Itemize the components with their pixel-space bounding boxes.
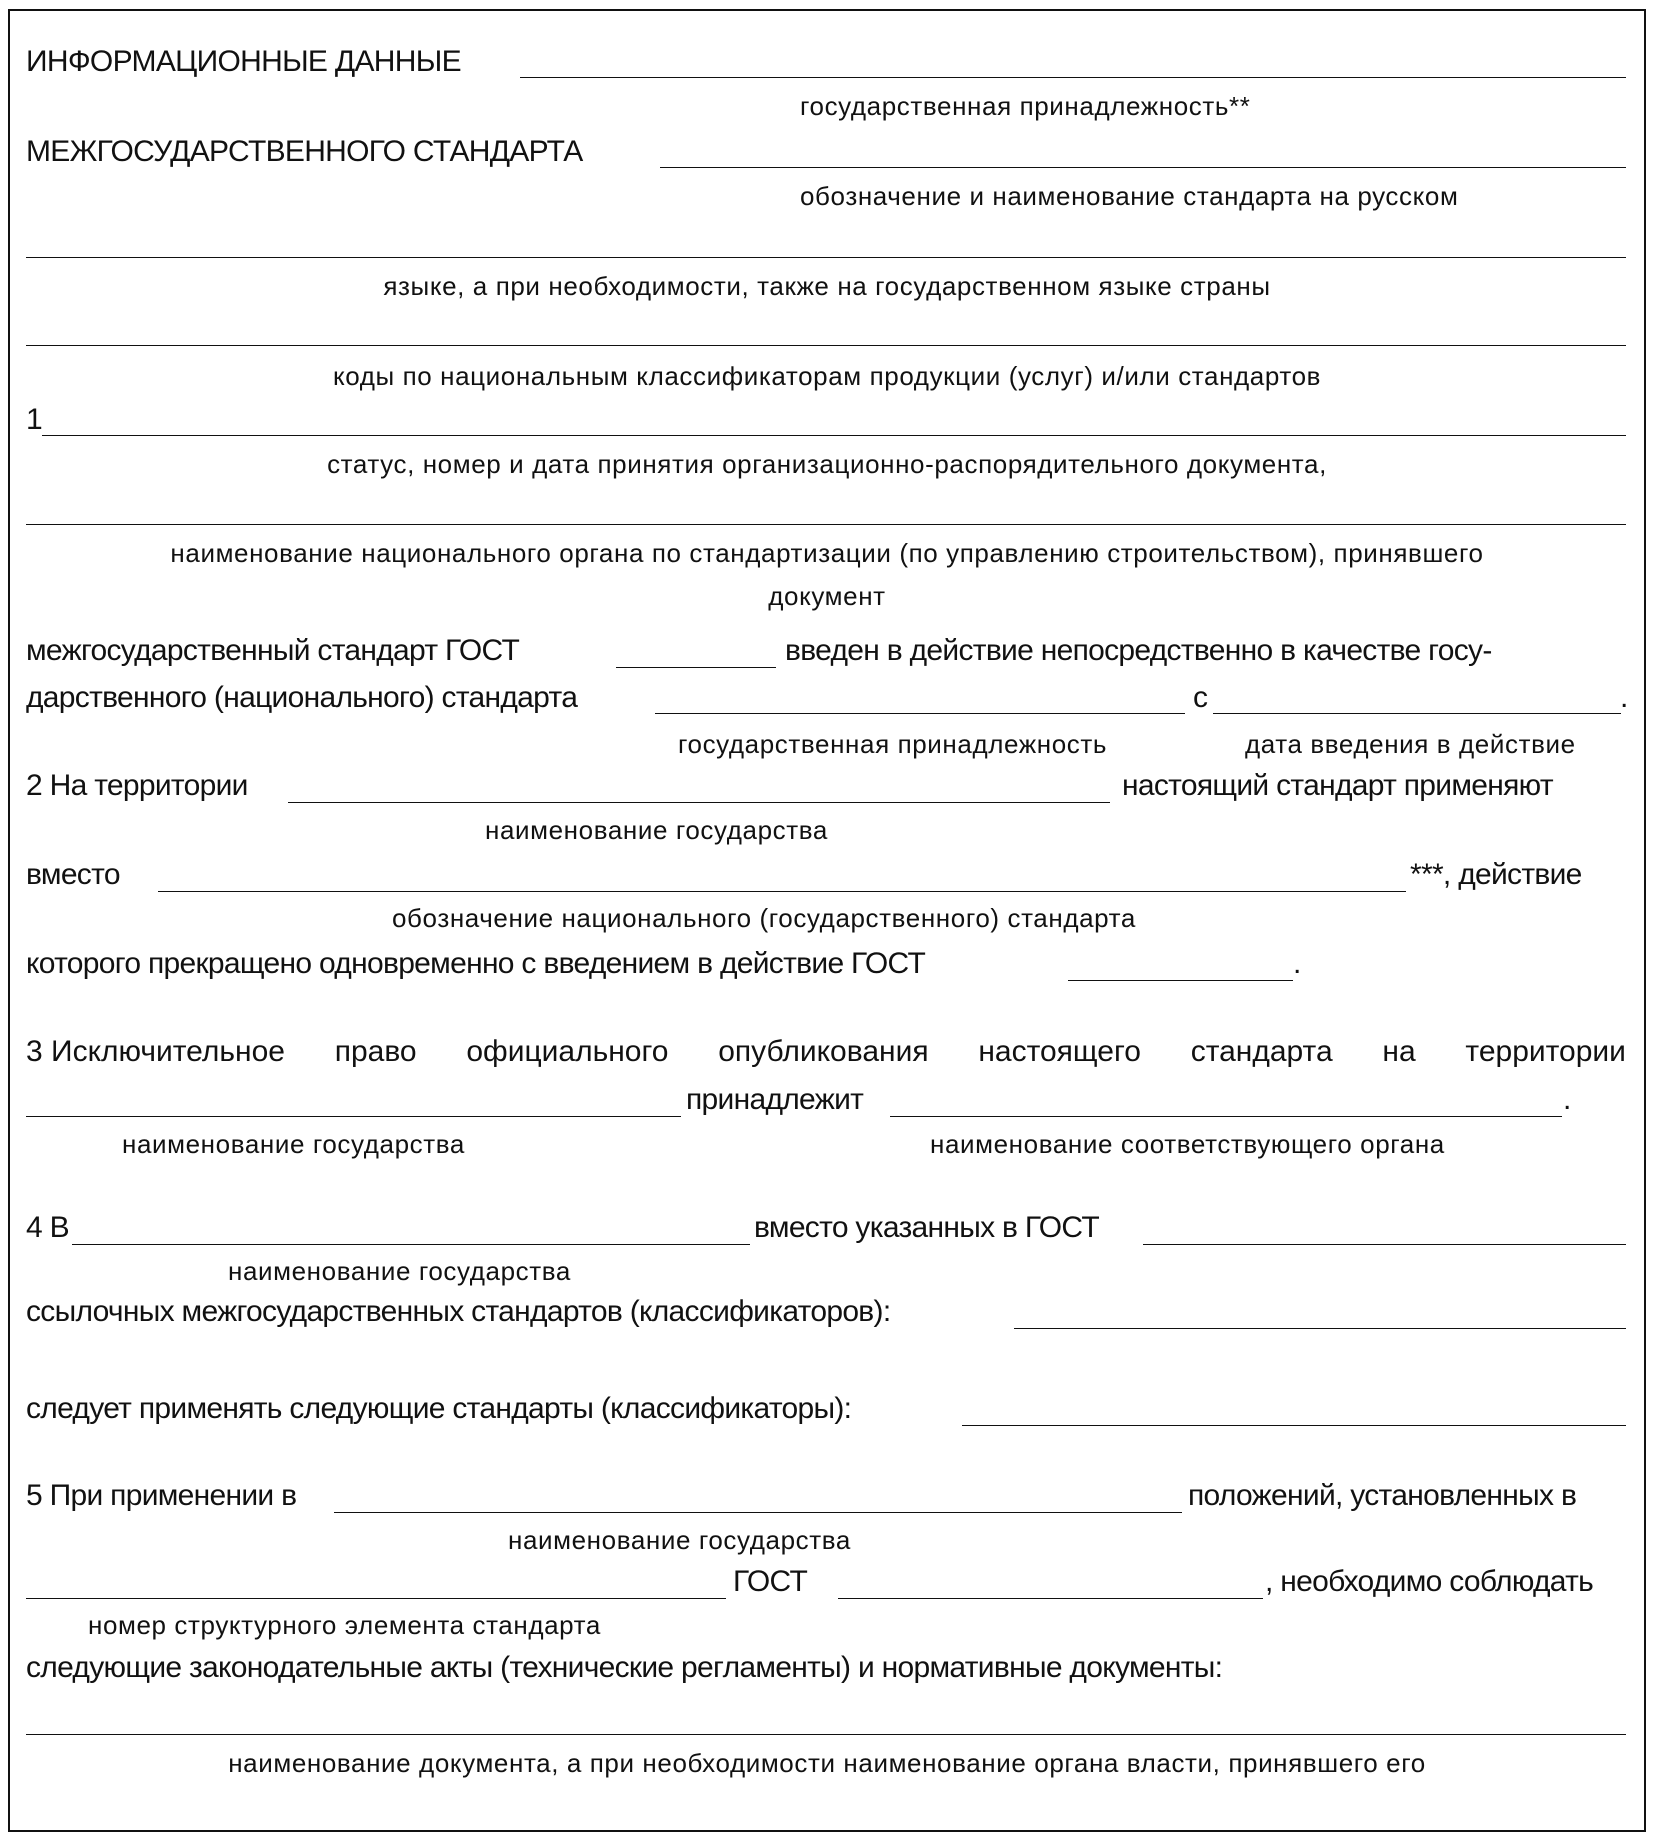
item-1-text-c: дарственного (национального) стандарта bbox=[26, 681, 578, 714]
item-4-in: 4 В bbox=[26, 1211, 69, 1244]
form-frame bbox=[8, 9, 1646, 1832]
document-status-caption: статус, номер и дата принятия организационно-распорядительного документа, bbox=[327, 449, 1327, 479]
state-affiliation-field[interactable] bbox=[520, 77, 1626, 78]
item-3-word: право bbox=[334, 1035, 417, 1068]
item-5-state-field[interactable] bbox=[334, 1512, 1182, 1513]
language-caption: языке, а при необходимости, также на государственном языке страны bbox=[383, 271, 1271, 301]
applied-standards-field[interactable] bbox=[962, 1425, 1626, 1426]
form-title-line2: МЕЖГОСУДАРСТВЕННОГО СТАНДАРТА bbox=[26, 135, 583, 168]
item-3-word: территории bbox=[1465, 1035, 1626, 1068]
standardization-body-caption: наименование национального органа по стандартизации (по управлению строительством), принявшего bbox=[170, 538, 1484, 568]
item-4-gost-field[interactable] bbox=[1143, 1244, 1626, 1245]
item-4-apply: следует применять следующие стандарты (классификаторы): bbox=[26, 1392, 852, 1425]
item-1-state-caption: государственная принадлежность bbox=[678, 729, 1108, 759]
effective-date-caption: дата введения в действие bbox=[1245, 729, 1576, 759]
document-status-field[interactable] bbox=[42, 435, 1626, 436]
item-3-word: на bbox=[1382, 1035, 1416, 1068]
item-4-state-field[interactable] bbox=[72, 1244, 750, 1245]
item-5-text-a: 5 При применении в bbox=[26, 1479, 297, 1512]
item-2-instead: вместо bbox=[26, 858, 120, 891]
standardization-body-field[interactable] bbox=[26, 524, 1626, 525]
item-5-gost: ГОСТ bbox=[733, 1565, 808, 1598]
item-2-text-c: которого прекращено одновременно с введением в действие ГОСТ bbox=[26, 947, 926, 980]
item-3-word: 3 Исключительное bbox=[26, 1035, 285, 1068]
item-3-word: опубликования bbox=[718, 1035, 929, 1068]
item-5-gost-field[interactable] bbox=[838, 1598, 1263, 1599]
item-2-text-a: 2 На территории bbox=[26, 769, 248, 802]
item-1-from: с bbox=[1193, 681, 1208, 714]
item-3-body-caption: наименование соответствующего органа bbox=[930, 1129, 1445, 1159]
classifier-codes-field[interactable] bbox=[26, 345, 1626, 346]
item-2-dot: . bbox=[1293, 947, 1301, 980]
structural-element-field[interactable] bbox=[26, 1598, 726, 1599]
codes-caption: коды по национальным классификаторам продукции (услуг) и/или стандартов bbox=[332, 361, 1322, 391]
referenced-standards-field[interactable] bbox=[1014, 1328, 1626, 1329]
item-5-state-caption: наименование государства bbox=[508, 1525, 851, 1555]
document-caption: наименование документа, а при необходимости наименование органа власти, принявшего его bbox=[228, 1748, 1426, 1778]
structural-element-caption: номер структурного элемента стандарта bbox=[88, 1610, 601, 1640]
item-3-dot: . bbox=[1563, 1083, 1571, 1116]
regulations-field[interactable] bbox=[26, 1734, 1626, 1735]
item-5-observe: , необходимо соблюдать bbox=[1265, 1565, 1594, 1598]
item-2-text-b: настоящий стандарт применяют bbox=[1122, 769, 1553, 802]
item-2-action: ***, действие bbox=[1410, 858, 1582, 891]
item-3-state-caption: наименование государства bbox=[122, 1129, 465, 1159]
publishing-body-field[interactable] bbox=[890, 1116, 1562, 1117]
form-title-line1: ИНФОРМАЦИОННЫЕ ДАННЫЕ bbox=[26, 45, 461, 78]
item-1-text-b: введен в действие непосредственно в качестве госу- bbox=[785, 634, 1492, 667]
item-5-acts: следующие законодательные акты (технические регламенты) и нормативные документы: bbox=[26, 1651, 1223, 1684]
item-4-instead: вместо указанных в ГОСТ bbox=[754, 1211, 1099, 1244]
replaced-standard-field[interactable] bbox=[158, 891, 1406, 892]
effective-date-field[interactable] bbox=[1213, 713, 1621, 714]
gost-number-field[interactable] bbox=[616, 667, 776, 668]
item-3-word: стандарта bbox=[1190, 1035, 1333, 1068]
item-3-word: настоящего bbox=[978, 1035, 1141, 1068]
publication-state-field[interactable] bbox=[26, 1116, 681, 1117]
item-1-text-a: межгосударственный стандарт ГОСТ bbox=[26, 634, 520, 667]
gost-number-field-2[interactable] bbox=[1068, 980, 1293, 981]
item-1-number: 1 bbox=[26, 403, 42, 436]
item-1-dot: . bbox=[1620, 681, 1628, 714]
item-3-word: официального bbox=[466, 1035, 669, 1068]
item-3-belongs: принадлежит bbox=[686, 1083, 864, 1116]
item-2-state-caption: наименование государства bbox=[485, 815, 828, 845]
designation-caption: обозначение и наименование стандарта на русском bbox=[800, 181, 1459, 211]
standardization-body-caption-2: документ bbox=[768, 581, 886, 611]
territory-state-field[interactable] bbox=[288, 802, 1110, 803]
item-4-refs: ссылочных межгосударственных стандартов (классификаторов): bbox=[26, 1295, 891, 1328]
item-4-state-caption: наименование государства bbox=[228, 1256, 571, 1286]
item-5-text-b: положений, установленных в bbox=[1188, 1479, 1577, 1512]
item-3-text-line bbox=[26, 1034, 1626, 1070]
adopting-state-field[interactable] bbox=[655, 713, 1185, 714]
state-affiliation-caption: государственная принадлежность** bbox=[800, 91, 1251, 121]
standard-name-field[interactable] bbox=[26, 257, 1626, 258]
standard-designation-field[interactable] bbox=[660, 167, 1626, 168]
national-standard-caption: обозначение национального (государственного) стандарта bbox=[392, 903, 1136, 933]
